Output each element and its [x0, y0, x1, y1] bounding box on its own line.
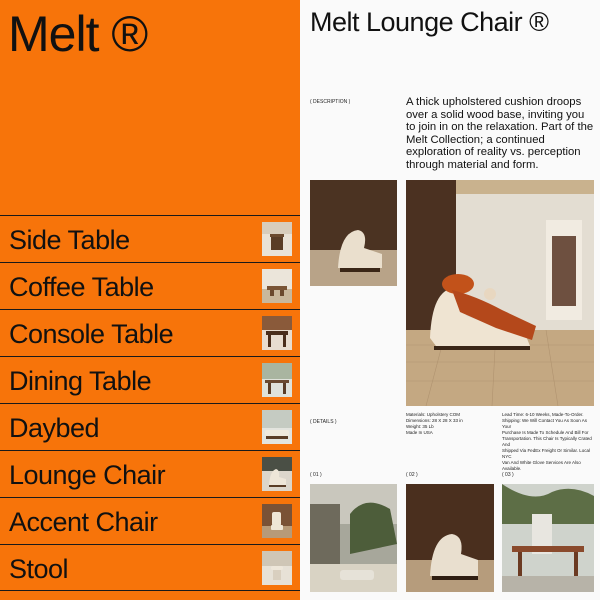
gallery-image-3[interactable]	[502, 484, 594, 592]
shipping-line: Shipping: We Will Contact You As Soon As Your	[502, 418, 587, 429]
nav-item-label: Daybed	[9, 413, 100, 443]
gallery-image-1[interactable]	[310, 484, 397, 592]
nav-item-label: Side Table	[9, 225, 130, 255]
shipping-line: Shipped Via FedEx Freight Or Similar. Local NYC	[502, 448, 590, 459]
nav-item-dining-table[interactable]	[0, 356, 300, 403]
stool-thumbnail	[262, 551, 292, 585]
spec-origin: Made In USA	[406, 430, 433, 435]
spec-weight: Weight: 35 Lb	[406, 424, 434, 429]
console-table-thumbnail	[262, 316, 292, 350]
gallery-label-1: ( 01 )	[310, 472, 322, 478]
gallery-image-2[interactable]	[406, 484, 494, 592]
nav-item-console-table[interactable]	[0, 309, 300, 356]
shipping-line: Purchase Is Made To Schedule And Bill For	[502, 430, 589, 435]
gallery-label-3: ( 03 )	[502, 472, 514, 478]
nav-item-label: Coffee Table	[9, 272, 154, 302]
accent-chair-thumbnail	[262, 504, 292, 538]
nav-item-label: Dining Table	[9, 366, 152, 396]
nav-item-side-table[interactable]	[0, 215, 300, 262]
shipping-line: Van And White Glove Services Are Also Available.	[502, 460, 581, 471]
chair-photo-lifestyle[interactable]	[406, 180, 594, 406]
product-nav	[0, 215, 300, 591]
details-shipping	[502, 412, 596, 472]
product-description: A thick upholstered cushion droops over a solid wood base, inviting you to join in on the relaxation. Part of the Melt Collection; a continued exploration of reality vs. perception through material and form.	[406, 96, 594, 171]
description-tag: ( DESCRIPTION )	[310, 99, 351, 105]
nav-item-label: Accent Chair	[9, 507, 158, 537]
nav-item-coffee-table[interactable]	[0, 262, 300, 309]
gallery-label-2: ( 02 )	[406, 472, 418, 478]
lounge-chair-thumbnail	[262, 457, 292, 491]
spec-dimensions: Dimensions: 28 X 28 X 33 in	[406, 418, 463, 423]
product-title: Melt Lounge Chair ®	[310, 7, 549, 37]
nav-item-daybed[interactable]	[0, 403, 300, 450]
nav-item-label: Console Table	[9, 319, 174, 349]
nav-item-lounge-chair[interactable]	[0, 450, 300, 497]
dining-table-thumbnail	[262, 363, 292, 397]
nav-item-stool[interactable]	[0, 544, 300, 591]
daybed-thumbnail	[262, 410, 292, 444]
details-tag: ( DETAILS )	[310, 419, 337, 425]
nav-item-label: Lounge Chair	[9, 460, 166, 490]
product-detail	[300, 0, 600, 600]
shipping-line: Lead Time: 6-10 Weeks, Made-To-Order.	[502, 412, 584, 417]
spec-materials: Materials: Upholstery COM	[406, 412, 461, 417]
chair-photo-small[interactable]	[310, 180, 397, 286]
nav-item-accent-chair[interactable]	[0, 497, 300, 544]
nav-item-label: Stool	[9, 554, 69, 584]
shipping-line: Transportation. This Chair Is Typically Crated And	[502, 436, 592, 447]
coffee-table-thumbnail	[262, 269, 292, 303]
details-specs	[406, 412, 492, 436]
side-table-thumbnail	[262, 222, 292, 256]
brand-logo[interactable]: Melt ®	[8, 6, 148, 62]
